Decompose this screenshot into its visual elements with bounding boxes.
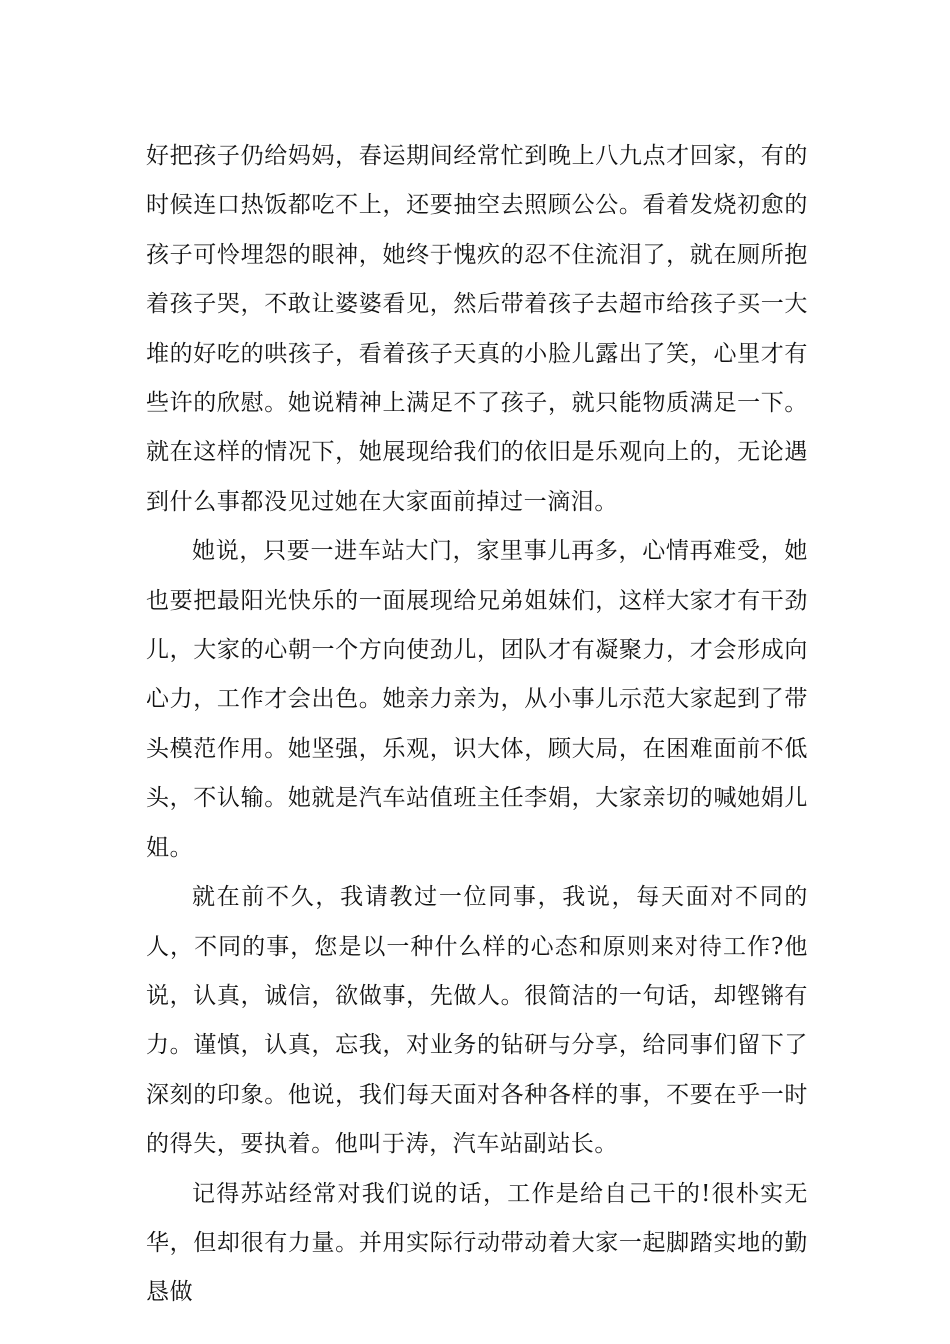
document-body bbox=[146, 132, 808, 1318]
paragraph-1: 好把孩子仍给妈妈，春运期间经常忙到晚上八九点才回家，有的时候连口热饭都吃不上，还要抽空去照顾公公。看着发烧初愈的孩子可怜埋怨的眼神，她终于愧疚的忍不住流泪了，就在厕所抱着孩子哭，不敢让婆婆看见，然后带着孩子去超市给孩子买一大堆的好吃的哄孩子，看着孩子天真的小脸儿露出了笑，心里才有些许的欣慰。她说精神上满足不了孩子，就只能物质满足一下。就在这样的情况下，她展现给我们的依旧是乐观向上的，无论遇到什么事都没见过她在大家面前掉过一滴泪。 bbox=[146, 143, 808, 515]
paragraph-3: 就在前不久，我请教过一位同事，我说，每天面对不同的人，不同的事，您是以一种什么样的心态和原则来对待工作?他说，认真，诚信，欲做事，先做人。很简洁的一句话，却铿锵有力。谨慎，认真，忘我，对业务的钻研与分享，给同事们留下了深刻的印象。他说，我们每天面对各种各样的事，不要在乎一时的得失，要执着。他叫于涛，汽车站副站长。 bbox=[146, 884, 808, 1158]
paragraph-4: 记得苏站经常对我们说的话，工作是给自己干的!很朴实无华，但却很有力量。并用实际行动带动着大家一起脚踏实地的勤恳做 bbox=[146, 1180, 808, 1306]
paragraph-2: 她说，只要一进车站大门，家里事儿再多，心情再难受，她也要把最阳光快乐的一面展现给兄弟姐妹们，这样大家才有干劲儿，大家的心朝一个方向使劲儿，团队才有凝聚力，才会形成向心力，工作才会出色。她亲力亲为，从小事儿示范大家起到了带头模范作用。她坚强，乐观，识大体，顾大局，在困难面前不低头，不认输。她就是汽车站值班主任李娟，大家亲切的喊她娟儿姐。 bbox=[146, 538, 808, 861]
